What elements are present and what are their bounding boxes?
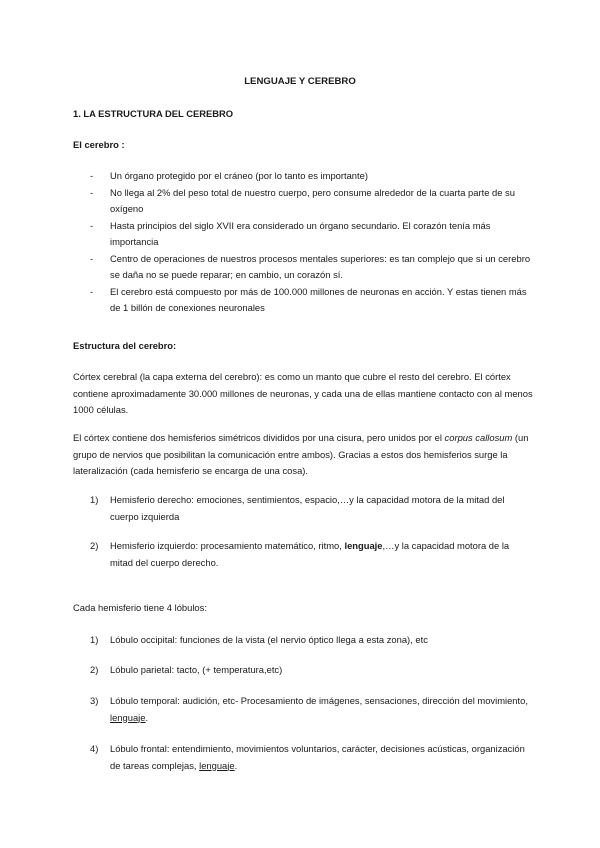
list-item: - Hasta principios del siglo XVII era considerado un órgano secundario. El corazón tenía más importancia [90,219,491,247]
lobulo-list-2 [73,662,533,679]
list-item: - El cerebro está compuesto por más de 100.000 millones de neuronas en acción. Y estas tienen más de 1 billón de conexiones neuronales [90,285,527,313]
list-item: 3) Lóbulo temporal: audición, etc- Procesamiento de imágenes, sensaciones, dirección del movimiento, lenguaje. [90,695,528,723]
lobulos-heading: Cada hemisferio tiene 4 lóbulos: [73,602,207,613]
list-item: 1) Lóbulo occipital: funciones de la vista (el nervio óptico llega a esta zona), etc [90,634,428,645]
lobulo-list-3 [73,693,533,726]
cerebro-bullet-list [73,168,533,317]
cerebro-heading: El cerebro : [73,139,125,150]
hemisferio-list-2 [73,538,533,571]
list-item: 2) Hemisferio izquierdo: procesamiento matemático, ritmo, lenguaje,…y la capacidad motora de la mitad del cuerpo derecho. [90,540,510,568]
section-heading: 1. LA ESTRUCTURA DEL CEREBRO [73,108,234,119]
lobulo-list-4 [73,741,533,774]
estructura-heading: Estructura del cerebro: [73,340,177,351]
hemisferio-list [73,492,533,525]
cortex-paragraph: Córtex cerebral (la capa externa del cerebro): es como un manto que cubre el resto del cerebro. El córtex contiene aproximadamente 30.000 millones de neuronas, y cada una de ellas mantiene contacto con al menos 1000 células. [73,371,533,415]
list-item: 2) Lóbulo parietal: tacto, (+ temperatura,etc) [90,664,283,675]
list-item: - Centro de operaciones de nuestros procesos mentales superiores: es tan complejo que si un cerebro se daña no se puede reparar; en cambio, un corazón sí. [90,252,531,280]
document-title: LENGUAJE Y CEREBRO [244,76,356,87]
hemisferios-paragraph: El córtex contiene dos hemisferios simétricos divididos por una cisura, pero unidos por el corpus callosum (un grupo de nervios que posibilitan la comunicación entre ambos). Gracias a estos dos hemisferios surge la lateralización (cada hemisferio se encarga de una cosa). [73,432,529,476]
list-item: - No llega al 2% del peso total de nuestro cuerpo, pero consume alrededor de la cuarta parte de su oxígeno [90,186,515,214]
lobulo-list [73,632,533,649]
list-item: - Un órgano protegido por el cráneo (por lo tanto es importante) [90,170,368,181]
list-item: 1) Hemisferio derecho: emociones, sentimientos, espacio,…y la capacidad motora de la mitad del cuerpo izquierda [90,494,505,522]
list-item: 4) Lóbulo frontal: entendimiento, movimientos voluntarios, carácter, decisiones acústicas, organización de tareas complejas, lenguaje. [90,743,525,771]
